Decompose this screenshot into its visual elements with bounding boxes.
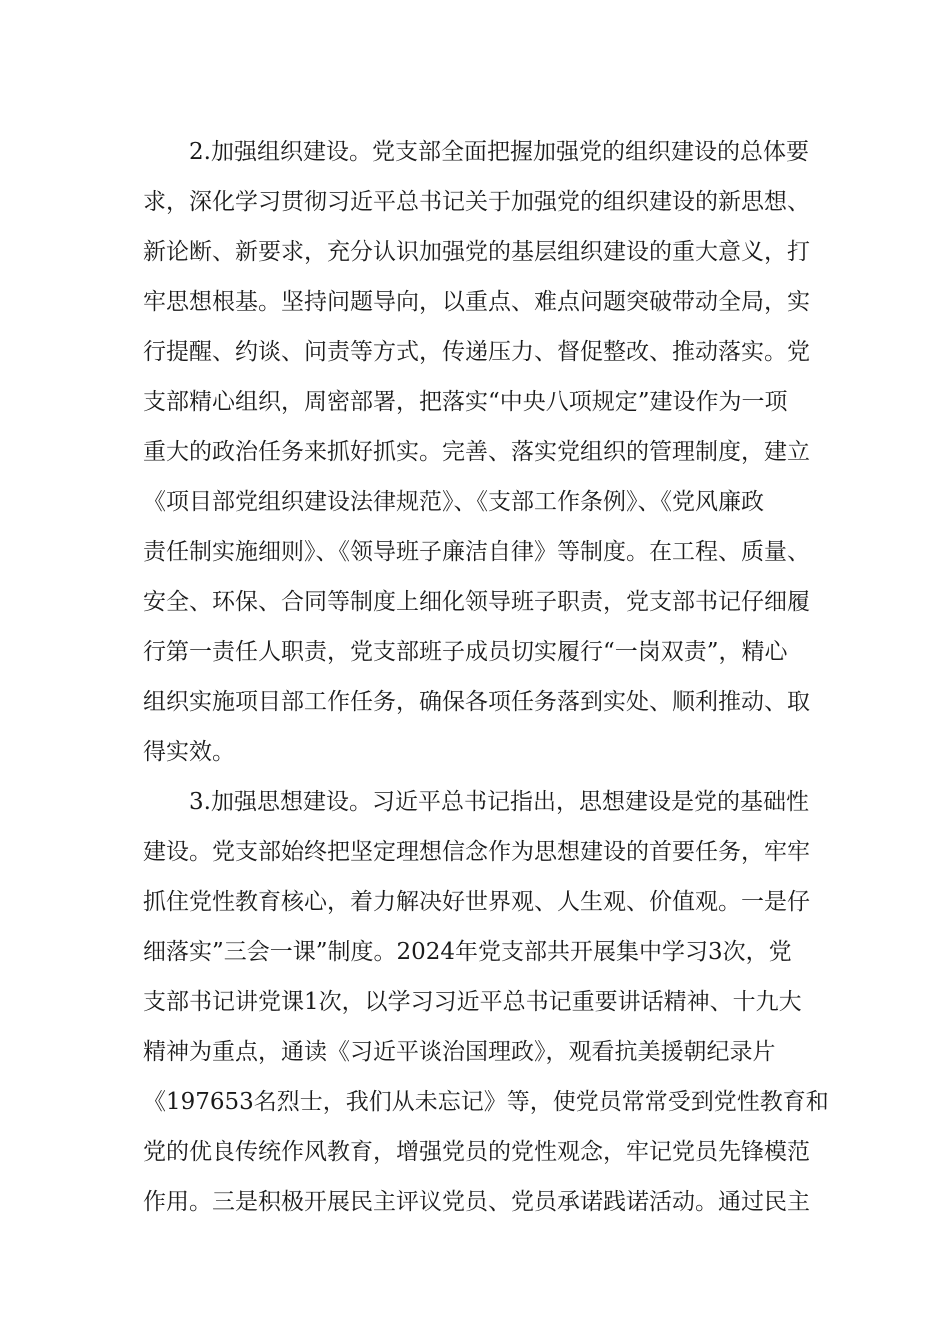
paragraph-1-line-4: 牢思想根基。坚持问题导向，以重点、难点问题突破带动全局，实: [143, 289, 810, 315]
paragraph-2-line-7: 《197653名烈士，我们从未忘记》等，使党员常常受到党性教育和: [143, 1089, 829, 1115]
paragraph-1-line-7: 重大的政治任务来抓好抓实。完善、落实党组织的管理制度，建立: [143, 439, 810, 465]
paragraph-1-line-1: 2.加强组织建设。党支部全面把握加强党的组织建设的总体要: [189, 139, 809, 165]
paragraph-1-line-13: 得实效。: [143, 739, 235, 765]
paragraph-2-line-4: 细落实”三会一课”制度。2024年党支部共开展集中学习3次，党: [143, 939, 792, 965]
paragraph-1-line-12: 组织实施项目部工作任务，确保各项任务落到实处、顺利推动、取: [143, 689, 810, 715]
paragraph-2-line-8: 党的优良传统作风教育，增强党员的党性观念，牢记党员先锋模范: [143, 1139, 810, 1165]
paragraph-1-line-3: 新论断、新要求，充分认识加强党的基层组织建设的重大意义，打: [143, 239, 810, 265]
paragraph-2-line-9: 作用。三是积极开展民主评议党员、党员承诺践诺活动。通过民主: [143, 1189, 810, 1215]
paragraph-2-line-6: 精神为重点，通读《习近平谈治国理政》，观看抗美援朝纪录片: [143, 1039, 776, 1065]
paragraph-1-line-9: 责任制实施细则》、《领导班子廉洁自律》等制度。在工程、质量、: [143, 539, 810, 565]
paragraph-1-line-10: 安全、环保、合同等制度上细化领导班子职责，党支部书记仔细履: [143, 589, 810, 615]
paragraph-1-line-6: 支部精心组织，周密部署，把落实“中央八项规定”建设作为一项: [143, 389, 788, 415]
paragraph-1-line-8: 《项目部党组织建设法律规范》、《支部工作条例》、《党风廉政: [143, 489, 764, 515]
paragraph-1-line-5: 行提醒、约谈、问责等方式，传递压力、督促整改、推动落实。党: [143, 339, 810, 365]
paragraph-2-line-3: 抓住党性教育核心，着力解决好世界观、人生观、价值观。一是仔: [143, 889, 810, 915]
paragraph-1-line-11: 行第一责任人职责，党支部班子成员切实履行“一岗双责”，精心: [143, 639, 788, 665]
paragraph-2-line-1: 3.加强思想建设。习近平总书记指出，思想建设是党的基础性: [189, 789, 809, 815]
paragraph-2-line-2: 建设。党支部始终把坚定理想信念作为思想建设的首要任务，牢牢: [143, 839, 810, 865]
paragraph-2-line-5: 支部书记讲党课1次，以学习习近平总书记重要讲话精神、十九大: [143, 989, 802, 1015]
paragraph-1-line-2: 求，深化学习贯彻习近平总书记关于加强党的组织建设的新思想、: [143, 189, 810, 215]
